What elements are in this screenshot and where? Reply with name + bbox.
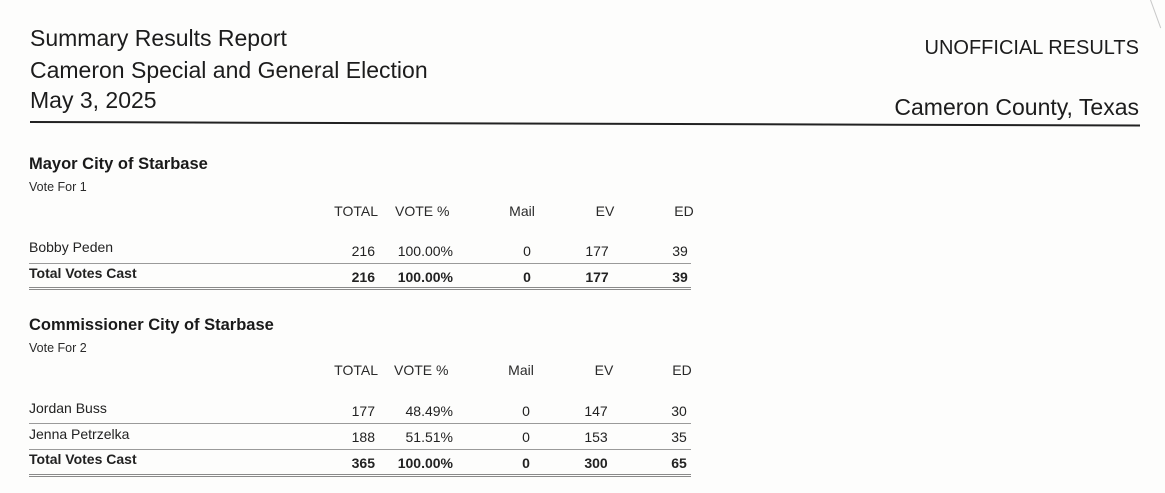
totals-underline	[29, 474, 691, 477]
cell-ed: 65	[671, 455, 687, 471]
cell-total: 177	[351, 403, 375, 419]
cell-vote-pct: 100.00%	[397, 455, 453, 471]
col-head-mail: Mail	[509, 203, 535, 219]
cell-vote-pct: 100.00%	[397, 269, 453, 285]
cell-total: 188	[351, 429, 375, 445]
cell-vote-pct: 51.51%	[405, 429, 453, 445]
report-title: Summary Results Report	[30, 25, 287, 51]
election-date: May 3, 2025	[30, 87, 157, 113]
candidate-name: Jordan Buss	[29, 400, 107, 416]
cell-ev: 177	[585, 269, 609, 285]
col-head-ev: EV	[595, 203, 615, 219]
row-divider	[29, 449, 691, 450]
candidate-name: Bobby Peden	[29, 239, 114, 255]
col-head-ev: EV	[594, 362, 614, 378]
col-head-mail: Mail	[508, 362, 534, 378]
cell-mail: 0	[522, 403, 530, 419]
cell-mail: 0	[523, 243, 531, 259]
cell-ed: 39	[672, 243, 688, 259]
cell-total: 216	[351, 269, 375, 285]
cell-total: 216	[351, 243, 375, 259]
cell-ev: 177	[585, 243, 609, 259]
cell-total: 365	[351, 455, 375, 471]
totals-label: Total Votes Cast	[29, 265, 137, 281]
cell-mail: 0	[523, 269, 531, 285]
vote-for-label: Vote For 1	[29, 180, 87, 194]
cell-ev: 153	[584, 429, 608, 445]
cell-ed: 30	[671, 403, 687, 419]
col-head-vote-pct: VOTE %	[394, 362, 449, 378]
vote-for-label: Vote For 2	[29, 341, 87, 355]
col-head-total: TOTAL	[334, 203, 378, 219]
cell-ev: 147	[584, 403, 608, 419]
row-divider	[29, 263, 691, 264]
cell-vote-pct: 48.49%	[405, 403, 453, 419]
status-label: UNOFFICIAL RESULTS	[924, 37, 1139, 59]
totals-label: Total Votes Cast	[29, 451, 137, 467]
scan-edge-mark	[1150, 0, 1161, 28]
col-head-total: TOTAL	[334, 362, 378, 378]
col-head-vote-pct: VOTE %	[395, 203, 450, 219]
cell-mail: 0	[522, 429, 530, 445]
election-name: Cameron Special and General Election	[30, 57, 428, 83]
cell-ev: 300	[584, 455, 608, 471]
totals-underline	[29, 287, 691, 290]
cell-ed: 39	[672, 269, 688, 285]
cell-ed: 35	[671, 429, 687, 445]
row-divider	[29, 423, 691, 424]
contest-title: Commissioner City of Starbase	[29, 316, 274, 334]
col-head-ed: ED	[674, 203, 694, 219]
col-head-ed: ED	[672, 362, 692, 378]
cell-mail: 0	[522, 455, 530, 471]
header-divider	[30, 121, 1140, 126]
county-label: Cameron County, Texas	[894, 94, 1139, 120]
contest-title: Mayor City of Starbase	[29, 155, 208, 173]
candidate-name: Jenna Petrzelka	[29, 426, 130, 442]
cell-vote-pct: 100.00%	[397, 243, 453, 259]
